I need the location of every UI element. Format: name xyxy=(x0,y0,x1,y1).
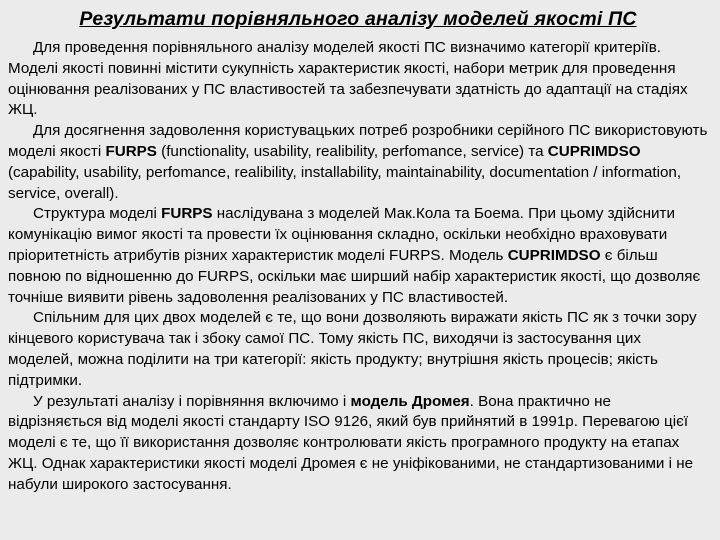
page-title: Результати порівняльного аналізу моделей якості ПС xyxy=(79,8,637,30)
paragraph-dromey-model xyxy=(8,392,708,496)
term-cuprimdso: CUPRIMDSO xyxy=(547,142,641,160)
text-segment: Структура моделі xyxy=(33,205,162,223)
text-segment: Для досягнення задоволення користувацьких потреб розробники серійного ПС використовують моделі якості xyxy=(8,122,708,160)
paragraph-furps-structure xyxy=(8,204,708,308)
paragraph-common-traits: Спільним для цих двох моделей є те, що вони дозволяють виражати якість ПС як з точки зору кінцевого користувача так і збоку самої ПС. Тому якість ПС, виходячи із застосування цих моделей, можна поділити на три категорії: якість продукту; внутрішня якість процесів; якість підтримки. xyxy=(8,309,697,389)
term-dromey-model: модель Дромея xyxy=(350,392,470,410)
text-segment: . Вона практично не відрізняється від моделі якості стандарту ISO 9126, який був прийнятий в 1991р. Перевагою цієї моделі є те, що її використання дозволяє контролювати якість програмного продукту на етапах ЖЦ. Однак характеристики якості моделі Дромея є не уніфікованими, не стандартизованими і не набули широкого застосування. xyxy=(8,392,694,493)
paragraph-criteria: Для проведення порівняльного аналізу моделей якості ПС визначимо категорії критеріїв. Моделі якості повинні містити сукупність характеристик якості, набори метрик для проведення оцінювання реалізованих у ПС властивостей та забезпечувати здатність до адаптації на стадіях ЖЦ. xyxy=(8,39,688,119)
term-furps: FURPS xyxy=(161,205,213,223)
term-furps: FURPS xyxy=(105,142,157,160)
text-segment: наслідувана з моделей Мак.Кола та Боема. При цьому здійснити комунікацію вимог якості та провести їх оцінювання складно, оскільки необхідно враховувати пріоритетність атрибутів різних характеристик моделі FURPS. Модель xyxy=(8,205,675,264)
text-segment: У результаті аналізу і порівняння включимо і xyxy=(33,392,351,410)
term-cuprimdso: CUPRIMDSO xyxy=(507,246,601,264)
text-segment: є більш повною по відношенню до FURPS, оскільки має ширший набір характеристик якості, що дозволяє точніше виявити рівень задоволення реалізованих у ПС властивостей. xyxy=(8,246,701,306)
paragraph-models-intro xyxy=(8,121,708,204)
text-segment: (capability, usability, perfomance, realibility, installability, maintainability, documentation / information, service, overall). xyxy=(8,163,682,202)
text-segment: (functionality, usability, realibility, perfomance, service) та xyxy=(156,142,548,160)
